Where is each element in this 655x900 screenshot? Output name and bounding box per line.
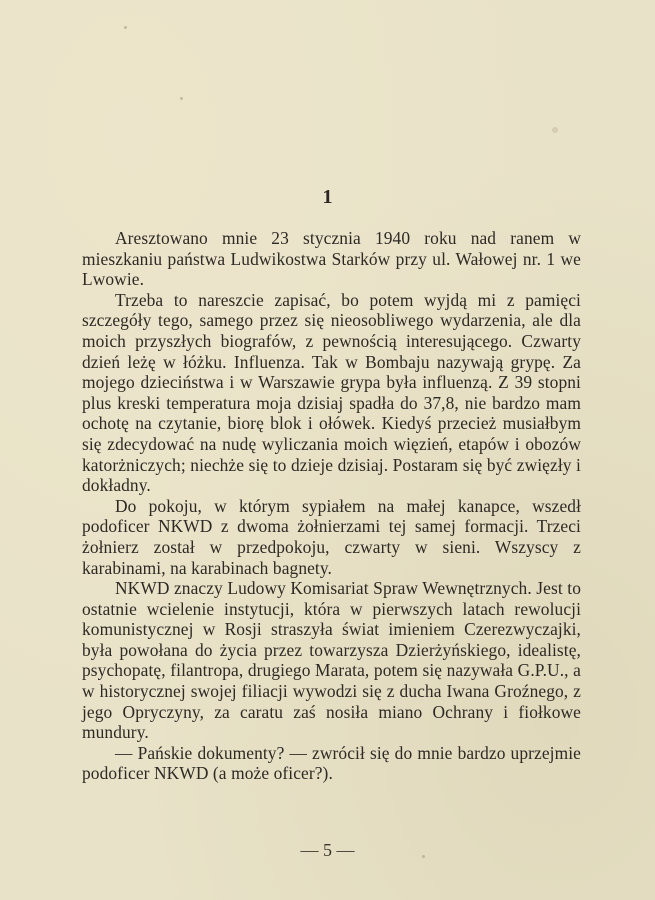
paragraph: Trzeba to nareszcie zapisać, bo potem wyjdą mi z pamięci szczegóły tego, samego przez się nieosobliwego wydarzenia, ale dla moich przyszłych biografów, z pewnością interesującego. Czwarty dzień leżę w łóżku. Influenza. Tak w Bombaju nazywają grypę. Za mojego dzieciństwa i w Warszawie grypa była influenzą. Z 39 stopni plus kreski temperatura moja dzisiaj spadła do 37,8, nie bardzo mam ochotę na czytanie, biorę blok i ołówek. Kiedyś przecież musiałbym się zdecydować na nudę wyliczania moich więzień, etapów i obozów katorżniczych; niechże się to dzieje dzisiaj. Postaram się być zwięzły i dokładny. <box>82 289 581 496</box>
paper-speck <box>552 127 558 133</box>
paper-speck <box>124 26 127 29</box>
page-number: — 5 — <box>300 840 355 860</box>
paragraph: NKWD znaczy Ludowy Komisariat Spraw Wewnętrznych. Jest to ostatnie wcielenie instytucji, która w pierwszych latach rewolucji komunistycznej w Rosji straszyła świat imieniem Czerezwyczajki, była powołana do życia przez towarzysza Dzierżyńskiego, idealistę, psychopatę, filantropa, drugiego Marata, potem się nazywała G.P.U., a w historycznej swojej filiacji wywodzi się z ducha Iwana Groźnego, z jego Opryczyny, za caratu zaś nosiła miano Ochrany i fiołkowe mundury. <box>82 578 581 743</box>
paragraph: — Pańskie dokumenty? — zwrócił się do mnie bardzo uprzejmie podoficer NKWD (a może oficer?). <box>82 742 581 784</box>
chapter-number: 1 <box>322 186 333 208</box>
paper-speck <box>180 97 183 100</box>
body-text <box>82 228 581 784</box>
paragraph: Aresztowano mnie 23 stycznia 1940 roku nad ranem w mieszkaniu państwa Ludwikostwa Starków przy ul. Wałowej nr. 1 we Lwowie. <box>82 228 581 290</box>
paragraph: Do pokoju, w którym sypiałem na małej kanapce, wszedł podoficer NKWD z dwoma żołnierzami tej samej formacji. Trzeci żołnierz został w przedpokoju, czwarty w sieni. Wszyscy z karabinami, na karabinach bagnety. <box>82 495 581 578</box>
